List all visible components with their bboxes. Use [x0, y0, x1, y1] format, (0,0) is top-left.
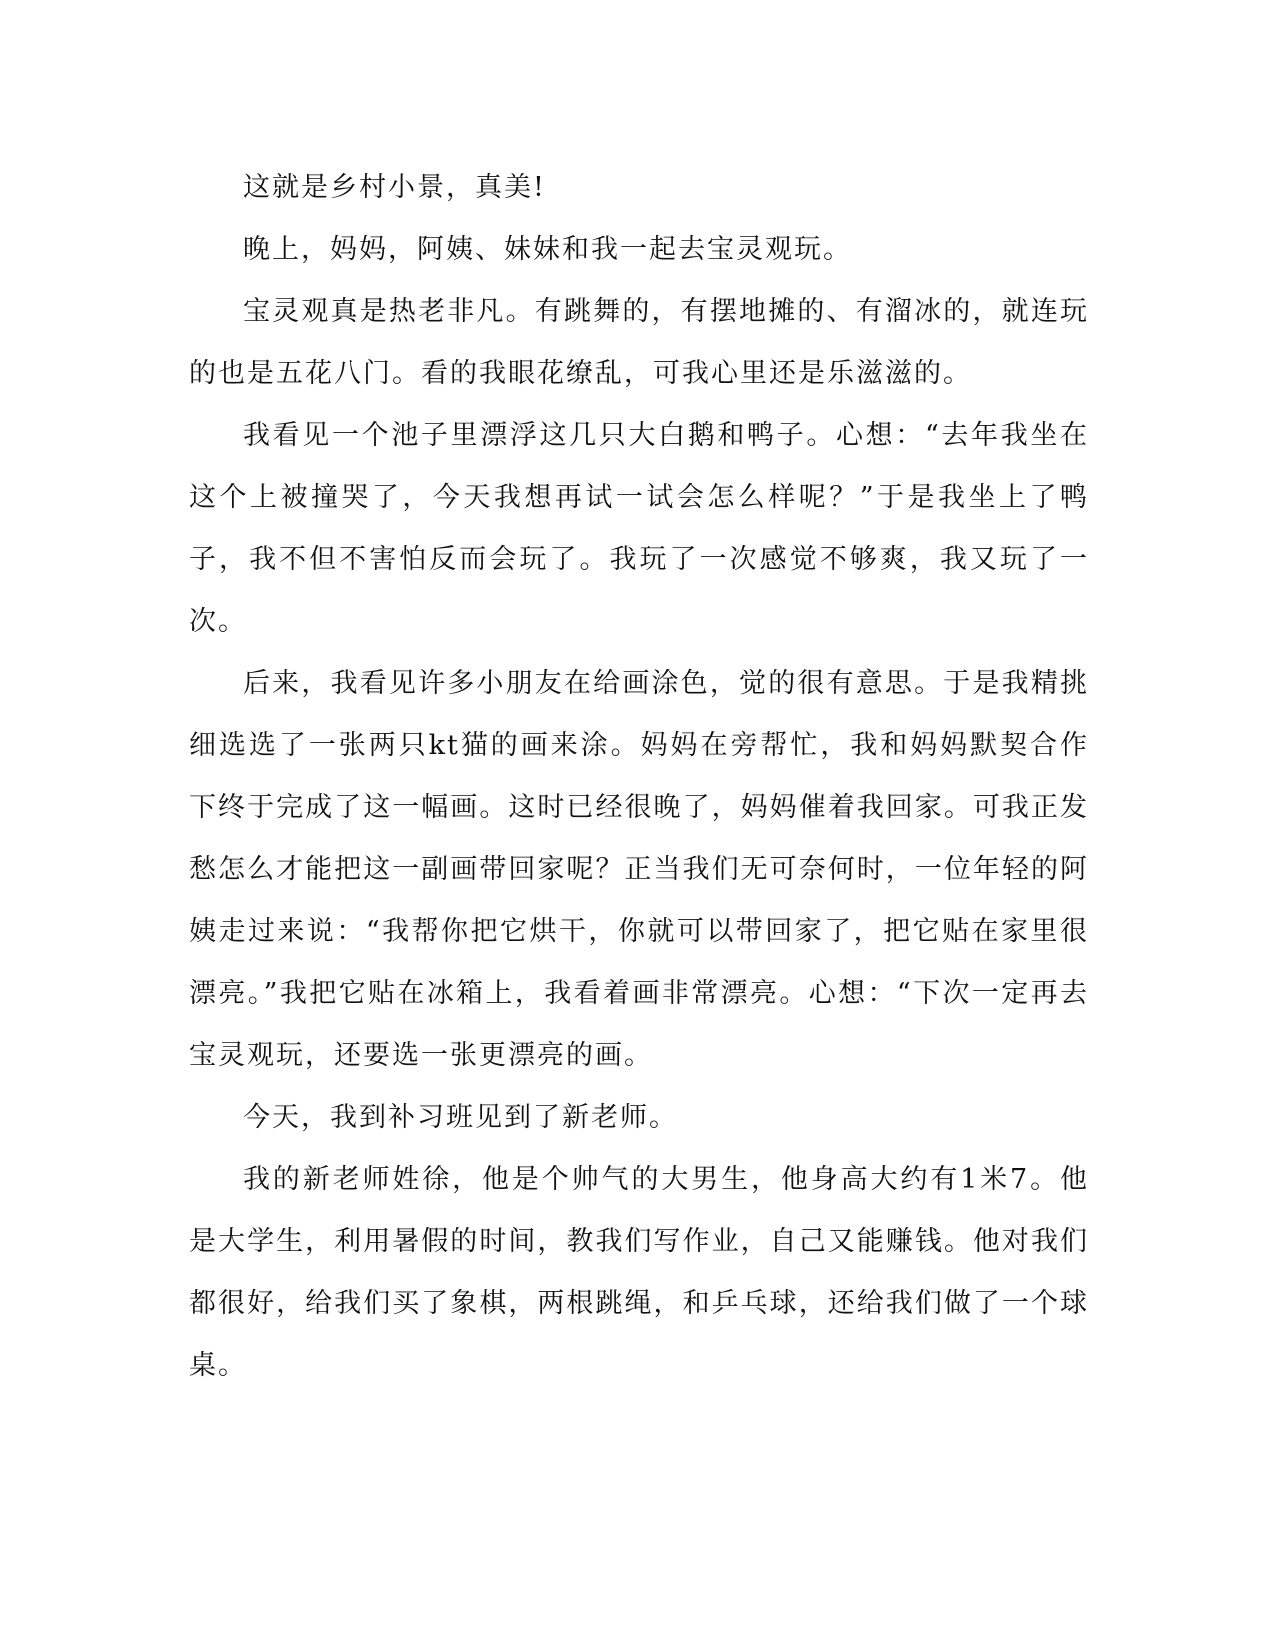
- paragraph-2: 晚上，妈妈，阿姨、妹妹和我一起去宝灵观玩。: [243, 234, 852, 265]
- paragraph-4: 我看见一个池子里漂浮这几只大白鹅和鸭子。心想：“去年我坐在这个上被撞哭了，今天我想再试一试会怎么样呢？”于是我坐上了鸭子，我不但不害怕反而会玩了。我玩了一次感觉不够爽，我又玩了一次。: [189, 420, 1089, 637]
- paragraph-1: 这就是乡村小景，真美!: [243, 172, 546, 203]
- paragraph-5: 后来，我看见许多小朋友在给画涂色，觉的很有意思。于是我精挑细选选了一张两只kt猫的画来涂。妈妈在旁帮忙，我和妈妈默契合作下终于完成了这一幅画。这时已经很晚了，妈妈催着我回家。可我正发愁怎么才能把这一副画带回家呢？正当我们无可奈何时，一位年轻的阿姨走过来说：“我帮你把它烘干，你就可以带回家了，把它贴在家里很漂亮。”我把它贴在冰箱上，我看着画非常漂亮。心想：“下次一定再去宝灵观玩，还要选一张更漂亮的画。: [189, 668, 1089, 1071]
- paragraph-7: 我的新老师姓徐，他是个帅气的大男生，他身高大约有1米7。他是大学生，利用暑假的时间，教我们写作业，自己又能赚钱。他对我们都很好，给我们买了象棋，两根跳绳，和乒乓球，还给我们做了一个球桌。: [189, 1164, 1089, 1381]
- paragraph-3: 宝灵观真是热老非凡。有跳舞的，有摆地摊的、有溜冰的，就连玩的也是五花八门。看的我眼花缭乱，可我心里还是乐滋滋的。: [189, 296, 1089, 389]
- paragraph-6: 今天，我到补习班见到了新老师。: [243, 1102, 678, 1133]
- document-body: [189, 157, 1089, 1397]
